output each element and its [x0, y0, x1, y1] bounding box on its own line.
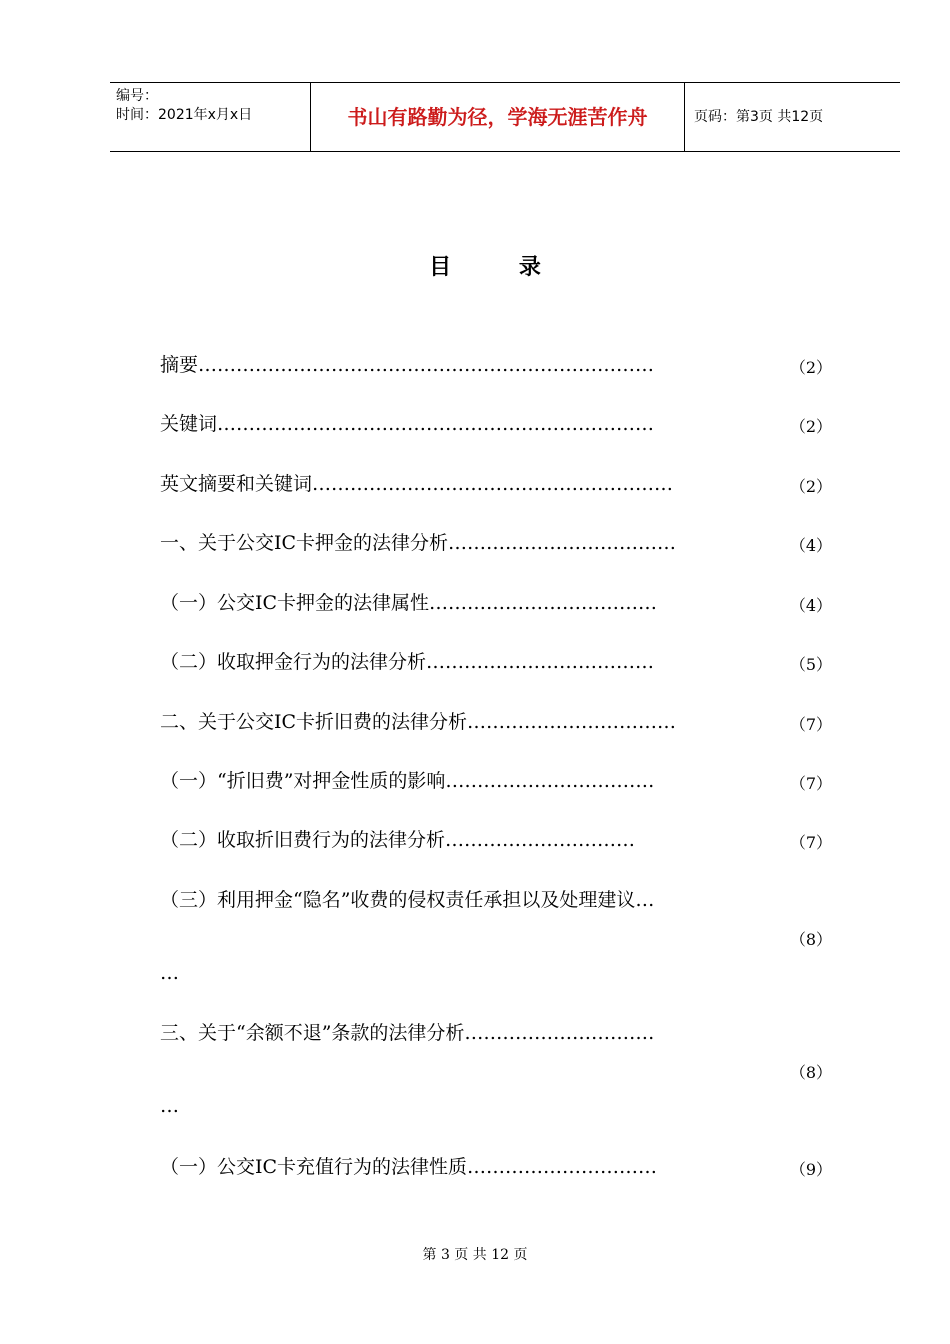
toc-entry[interactable]: [160, 650, 840, 676]
toc-entry-text: 三、关于“余额不退”条款的法律分析…………………………: [160, 1022, 655, 1044]
toc-entry-page: （2）: [789, 417, 832, 436]
toc-entry-continuation: …: [160, 1095, 179, 1117]
toc-entry-page: （8）: [789, 930, 832, 949]
toc-entry[interactable]: [160, 353, 840, 379]
toc-entry-text: （一）“折旧费”对押金性质的影响……………………………: [160, 770, 655, 792]
toc-entry-text: （二）收取押金行为的法律分析………………………………: [160, 651, 655, 673]
toc-entry-page: （7）: [789, 715, 832, 734]
toc-entry-page: （9）: [789, 1160, 832, 1179]
toc-entry-text: 摘要………………………………………………………………: [160, 354, 655, 376]
toc-entry[interactable]: [160, 1155, 840, 1181]
toc-entry-page: （2）: [789, 477, 832, 496]
toc-entry-continuation: …: [160, 962, 179, 984]
toc-entry-text: （一）公交IC卡充值行为的法律性质…………………………: [160, 1156, 658, 1178]
toc-entry-page: （7）: [789, 833, 832, 852]
toc-entry-text: 英文摘要和关键词…………………………………………………: [160, 473, 674, 495]
toc-entry-text: 二、关于公交IC卡折旧费的法律分析……………………………: [160, 711, 677, 733]
toc-entry-page: （5）: [789, 655, 832, 674]
toc-entry[interactable]: [160, 710, 840, 736]
page-header: [110, 82, 900, 152]
toc-entry[interactable]: [160, 1021, 840, 1121]
page-footer: 第 3 页 共 12 页: [422, 1247, 528, 1263]
header-meta: [116, 87, 306, 125]
toc-entry-page: （8）: [789, 1063, 832, 1082]
toc-entry-page: （4）: [789, 596, 832, 615]
toc-entry[interactable]: [160, 769, 840, 795]
toc-entry-text: （一）公交IC卡押金的法律属性………………………………: [160, 592, 658, 614]
toc-entry[interactable]: [160, 531, 840, 557]
toc-entry-page: （7）: [789, 774, 832, 793]
header-date: 时间：2021年x月x日: [116, 107, 253, 123]
toc-entry-text: （三）利用押金“隐名”收费的侵权责任承担以及处理建议…: [160, 889, 655, 911]
toc-entry[interactable]: [160, 591, 840, 617]
toc-entry-text: 一、关于公交IC卡押金的法律分析………………………………: [160, 532, 677, 554]
toc-entry[interactable]: [160, 412, 840, 438]
toc-entry-page: （2）: [789, 358, 832, 377]
toc-entry[interactable]: [160, 828, 840, 854]
toc-entry-page: （4）: [789, 536, 832, 555]
toc-entry-text: 关键词……………………………………………………………: [160, 413, 655, 435]
toc-entry[interactable]: [160, 472, 840, 498]
header-divider: [684, 83, 685, 151]
header-number: 编号：: [116, 88, 158, 104]
toc-entry[interactable]: [160, 888, 840, 988]
toc-entry-text: （二）收取折旧费行为的法律分析…………………………: [160, 829, 636, 851]
toc-title: 目 录: [429, 255, 571, 280]
header-page-info: 页码：第3页 共12页: [694, 109, 824, 125]
header-motto: 书山有路勤为径，学海无涯苦作舟: [347, 105, 648, 129]
